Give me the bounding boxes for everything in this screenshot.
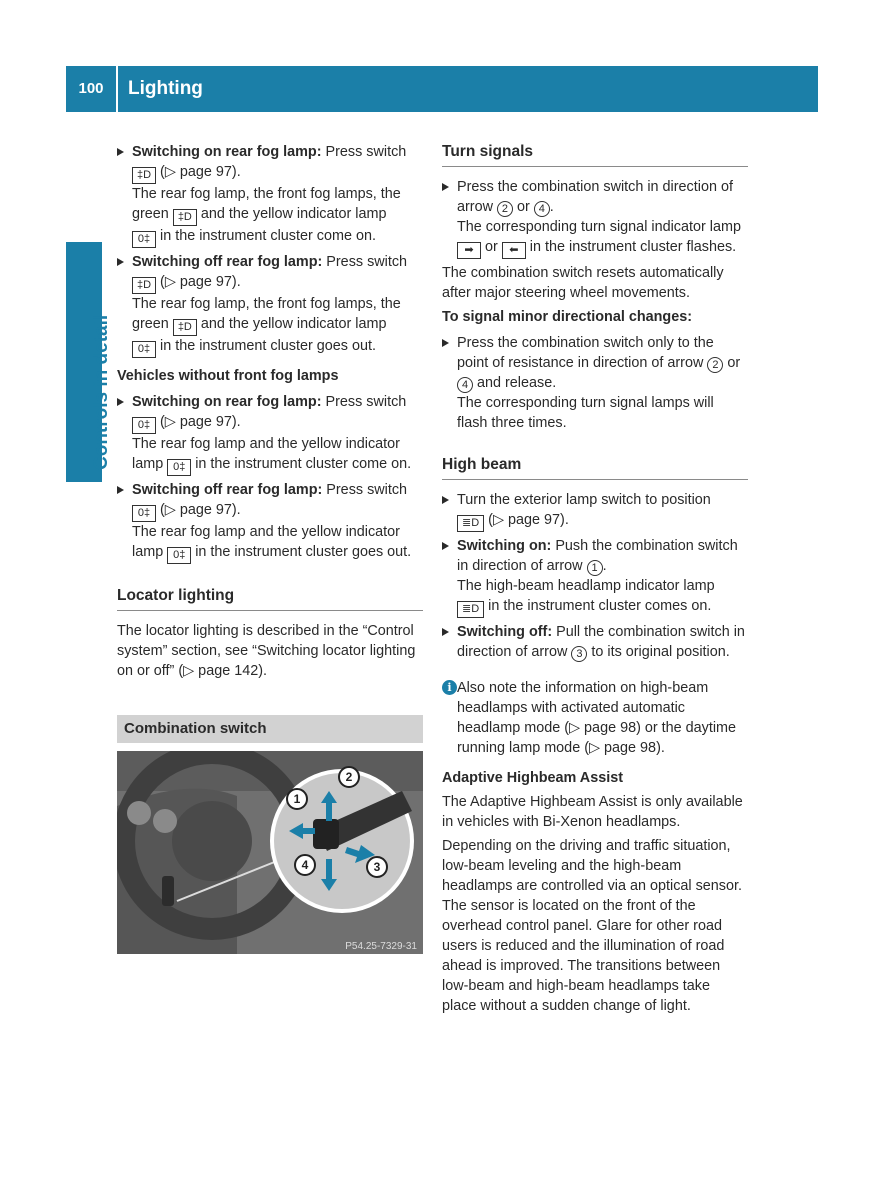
arrow-4-marker: 4 <box>534 201 550 217</box>
heading-combination-switch: Combination switch <box>117 715 423 743</box>
turn-left-icon: ⬅ <box>502 242 526 259</box>
result-text: The high-beam headlamp indicator lamp <box>457 578 715 594</box>
fog-rear-icon: ‡D <box>132 167 156 184</box>
arrow-label-4: 4 <box>301 858 309 872</box>
page-title: Lighting <box>128 78 203 99</box>
heading-turn-signals: Turn signals <box>442 142 748 167</box>
instruction-text: Press switch <box>322 254 408 270</box>
ahba-paragraph-2: Depending on the driving and traffic situation, low-beam leveling and the high-beam headlamps are controlled via an optical sensor. The sensor is located on the front of the overhead control panel. Glare for other road users is reduced and the illumination of road ahead is improved. The transitions between low-beam and high-beam headlamps take place without a sudden change of light. <box>442 838 742 1014</box>
result-text: The corresponding turn signal indicator lamp <box>457 219 741 235</box>
instruction-text: Push the combination switch in direction of arrow <box>457 538 738 574</box>
arrow-4-marker: 4 <box>457 377 473 393</box>
result-text: and the yellow indicator lamp <box>196 206 387 222</box>
note-text: Also note the information on high-beam headlamps with activated automatic headlamp mode (▷ page 98) or the daytime running lamp mode (▷ page 98). <box>457 680 737 756</box>
high-beam-off-instruction <box>442 622 748 662</box>
arrow-label-1: 1 <box>293 792 301 806</box>
arrow-1-marker: 1 <box>587 560 603 576</box>
instruction-text: . <box>549 199 554 215</box>
rear-fog-on-instruction-2 <box>117 392 423 476</box>
instruction-text: Press switch <box>321 394 407 410</box>
result-text: The rear fog lamp and the yellow indicator lamp <box>132 524 400 560</box>
instruction-text: and release. <box>473 375 557 391</box>
instruction-text: Press switch <box>322 482 408 498</box>
page-header <box>66 66 818 112</box>
section-label: Controls in detail <box>91 314 112 470</box>
fog-rear-icon: 0‡ <box>132 505 156 522</box>
subheading-minor-changes: To signal minor directional changes: <box>442 309 693 325</box>
turn-signal-instruction <box>442 177 748 259</box>
instruction-label: Switching off rear fog lamp: <box>132 254 323 270</box>
page-ref: (▷ page 97). <box>484 512 569 528</box>
result-text: in the instrument cluster goes out. <box>156 338 376 354</box>
arrow-label-2: 2 <box>345 770 353 784</box>
instruction-text: Press switch <box>321 144 407 160</box>
instruction-label: Switching on rear fog lamp: <box>132 144 322 160</box>
instruction-text: Pull the combination switch in direction of arrow <box>457 624 745 660</box>
instruction-label: Switching on: <box>457 538 552 554</box>
ahba-paragraph-1: The Adaptive Highbeam Assist is only available in vehicles with Bi-Xenon headlamps. <box>442 794 743 830</box>
fog-rear-icon: 0‡ <box>132 231 156 248</box>
heading-locator-lighting: Locator lighting <box>117 586 423 611</box>
rear-fog-off-instruction <box>117 252 423 358</box>
fog-rear-icon: ‡D <box>132 277 156 294</box>
high-beam-icon: ≣D <box>457 515 484 532</box>
arrow-2-marker: 2 <box>707 357 723 373</box>
page-ref: (▷ page 97). <box>156 502 241 518</box>
result-text: in the instrument cluster comes on. <box>484 598 712 614</box>
result-text: and the yellow indicator lamp <box>196 316 387 332</box>
left-column <box>117 142 423 954</box>
high-beam-icon: ≣D <box>457 601 484 618</box>
info-icon: i <box>442 680 457 695</box>
result-text: or <box>481 239 502 255</box>
instruction-label: Switching on rear fog lamp: <box>132 394 322 410</box>
instruction-text: . <box>602 558 607 574</box>
result-text: The rear fog lamp, the front fog lamps, the green <box>132 296 401 332</box>
page-ref: (▷ page 97). <box>156 414 241 430</box>
figure-illustration <box>117 751 423 954</box>
turn-right-icon: ➡ <box>457 242 481 259</box>
instruction-text: Press the combination switch only to the point of resistance in direction of arrow <box>457 335 714 371</box>
fog-rear-icon: 0‡ <box>132 341 156 358</box>
heading-high-beam: High beam <box>442 455 748 480</box>
turn-signal-reset-text: The combination switch resets automatically after major steering wheel movements. <box>442 265 724 301</box>
instruction-text: to its original position. <box>587 644 730 660</box>
result-text: The rear fog lamp, the front fog lamps, the green <box>132 186 401 222</box>
arrow-label-3: 3 <box>373 860 381 874</box>
combination-switch-figure <box>117 751 423 954</box>
page-ref: (▷ page 97). <box>156 274 241 290</box>
result-text: The rear fog lamp and the yellow indicator lamp <box>132 436 400 472</box>
instruction-text: Press the combination switch in direction of arrow <box>457 179 733 215</box>
info-note <box>442 678 748 758</box>
high-beam-on-instruction <box>442 536 748 618</box>
subheading-without-front-fog: Vehicles without front fog lamps <box>117 368 339 384</box>
instruction-text: or <box>512 199 534 215</box>
instruction-text: Turn the exterior lamp switch to position <box>457 492 711 508</box>
minor-change-instruction <box>442 333 748 433</box>
fog-rear-icon: 0‡ <box>167 459 191 476</box>
result-text: The corresponding turn signal lamps will flash three times. <box>457 395 714 431</box>
figure-code: P54.25-7329-31 <box>345 941 417 952</box>
right-column <box>442 142 748 1016</box>
locator-paragraph: The locator lighting is described in the “Control system” section, see “Switching locator lighting on or off” (▷ page 142). <box>117 623 416 679</box>
rear-fog-on-instruction <box>117 142 423 248</box>
instruction-text: or <box>723 355 741 371</box>
header-separator <box>116 66 118 112</box>
subheading-adaptive-highbeam: Adaptive Highbeam Assist <box>442 770 623 786</box>
page-number: 100 <box>78 80 104 97</box>
result-text: in the instrument cluster come on. <box>156 228 376 244</box>
instruction-label: Switching off rear fog lamp: <box>132 482 323 498</box>
fog-rear-icon: 0‡ <box>132 417 156 434</box>
rear-fog-off-instruction-2 <box>117 480 423 564</box>
instruction-label: Switching off: <box>457 624 553 640</box>
page-ref: (▷ page 97). <box>156 164 241 180</box>
high-beam-position-instruction <box>442 490 748 532</box>
arrow-3-marker: 3 <box>571 646 587 662</box>
result-text: in the instrument cluster come on. <box>191 456 412 472</box>
result-text: in the instrument cluster flashes. <box>525 239 737 255</box>
arrow-2-marker: 2 <box>497 201 513 217</box>
result-text: in the instrument cluster goes out. <box>191 544 412 560</box>
fog-front-icon: ‡D <box>173 209 197 226</box>
fog-rear-icon: 0‡ <box>167 547 191 564</box>
fog-front-icon: ‡D <box>173 319 197 336</box>
